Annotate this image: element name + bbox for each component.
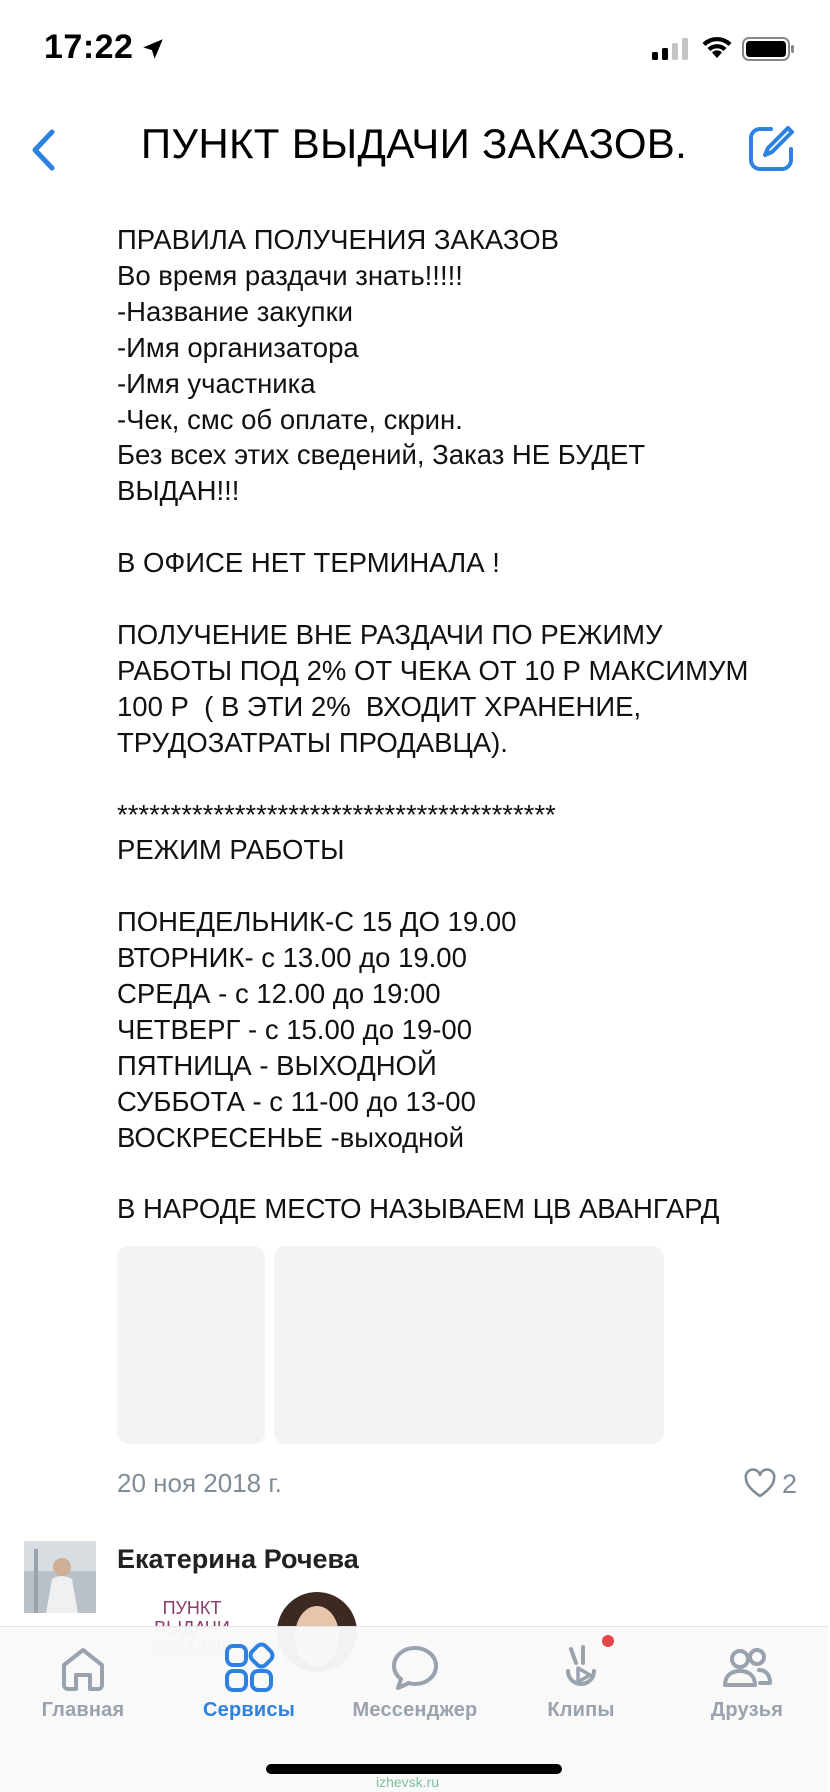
status-bar [0,0,828,100]
comment-image-text: ПУНКТ [162,1598,222,1618]
heart-icon [744,1469,776,1499]
avatar-image [24,1541,96,1613]
clips-icon [554,1641,608,1695]
post-date: 20 ноя 2018 г. [117,1468,282,1498]
page-title: ПУНКТ ВЫДАЧИ ЗАКАЗОВ. [140,120,688,167]
tab-home-label: Главная [41,1699,125,1721]
cellular-signal-icon [652,38,690,60]
battery-icon [742,36,796,62]
watermark: izhevsk.ru [376,1774,440,1790]
like-button[interactable] [744,1466,797,1502]
edit-icon[interactable] [744,122,798,176]
post-photo-1[interactable] [117,1246,265,1444]
post-text: ПРАВИЛА ПОЛУЧЕНИЯ ЗАКАЗОВ Во время раздачи знать!!!!! -Название закупки -Имя организатора -Имя участника -Чек, смс об оплате, скрин. Без всех этих сведений, Заказ НЕ БУДЕТ ВЫДАН!!! В ОФИСЕ НЕТ ТЕРМИНАЛА ! ПОЛУЧЕНИЕ ВНЕ РАЗДАЧИ ПО РЕЖИМУ РАБОТЫ ПОД 2% ОТ ЧЕКА ОТ 10 Р МАКСИМУМ 100 Р ( В ЭТИ 2% ВХОДИТ ХРАНЕНИЕ, ТРУДОЗАТРАТЫ ПРОДАВЦА). ***************************************** РЕЖИМ РАБОТЫ ПОНЕДЕЛЬНИК-С 15 ДО 19.00 ВТОРНИК- с 13.00 до 19.00 СРЕДА - с 12.00 до 19:00 ЧЕТВЕРГ - с 15.00 до 19-00 ПЯТНИЦА - ВЫХОДНОЙ СУББОТА - с 11-00 до 13-00 ВОСКРЕСЕНЬЕ -выходной В НАРОДЕ МЕСТО НАЗЫВАЕМ ЦВ АВАНГАРД [117,224,749,1225]
home-indicator[interactable] [266,1764,562,1774]
chevron-left-icon [28,128,58,172]
tab-messenger[interactable] [332,1627,498,1737]
like-count: 2 [782,1468,798,1499]
wifi-icon [700,34,734,60]
location-arrow-icon [140,36,166,62]
friends-icon [720,1641,774,1695]
services-icon [222,1641,276,1695]
tab-home[interactable] [0,1627,166,1737]
comment-author[interactable]: Екатерина Рочева [117,1544,359,1574]
tab-friends[interactable] [664,1627,830,1737]
tab-services-label: Сервисы [203,1699,295,1721]
messenger-icon [388,1641,442,1695]
header [0,100,828,200]
post-photo-2[interactable] [274,1246,664,1444]
tab-clips-label: Клипы [547,1699,615,1721]
home-icon [56,1641,110,1695]
avatar[interactable] [24,1541,96,1613]
tab-messenger-label: Мессенджер [352,1699,478,1721]
tab-services[interactable] [166,1627,332,1737]
clips-badge [602,1635,614,1647]
status-time: 17:22 [44,28,134,66]
tab-friends-label: Друзья [710,1699,784,1721]
comment-image[interactable] [117,1592,357,1626]
tab-clips[interactable] [498,1627,664,1737]
back-button[interactable] [18,122,68,178]
